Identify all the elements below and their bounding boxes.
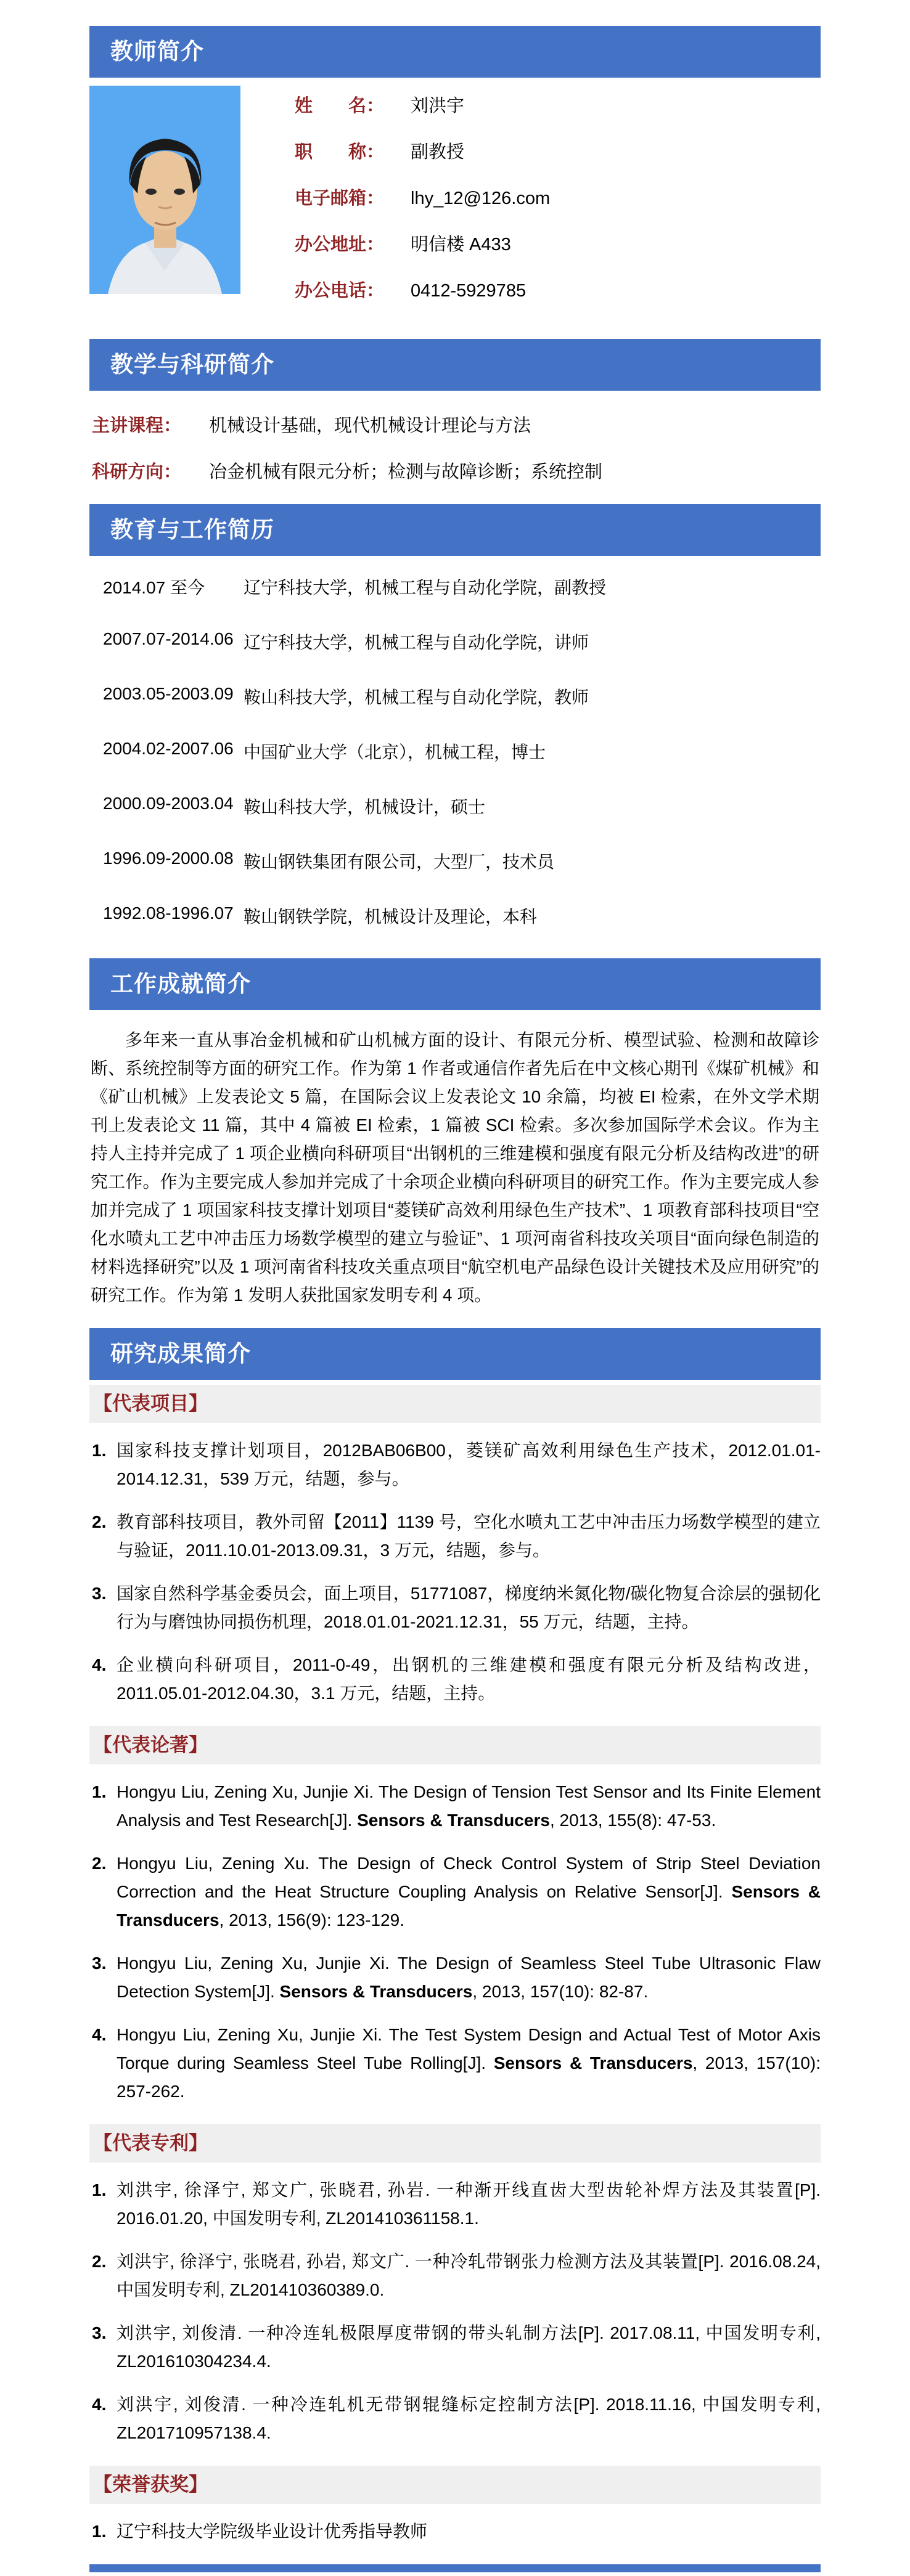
project-item-number: 4. (92, 1655, 107, 1674)
patent-item-number: 3. (92, 2323, 107, 2342)
info-row-email (295, 184, 550, 210)
patents-list (92, 2176, 821, 2447)
project-item-number: 3. (92, 1584, 107, 1603)
publication-item (92, 1778, 821, 1835)
project-item-number: 2. (92, 1512, 107, 1531)
title-label: 职 称： (295, 142, 385, 162)
profile-section (89, 86, 821, 323)
publication-item-number: 3. (92, 1954, 107, 1973)
history-row (103, 574, 821, 599)
courses-row (92, 412, 821, 437)
banner-teacher-intro (89, 26, 821, 78)
journal-name: Sensors & Transducers (279, 1982, 473, 2001)
publication-item-number: 1. (92, 1782, 107, 1801)
history-row (103, 629, 821, 654)
patent-item-number: 2. (92, 2252, 107, 2271)
project-item (92, 1437, 821, 1493)
project-item-text: 教育部科技项目，教外司留【2011】1139 号，空化水喷丸工艺中冲击压力场数学模型的建立与验证，2011.10.01-2013.09.31，3 万元，结题，参与。 (117, 1512, 821, 1560)
publication-citation: Hongyu Liu, Zening Xu, Junjie Xi. The Design of Tension Test Sensor and Its Finite Element Analysis and Test Research[J]. (117, 1782, 821, 1830)
journal-name: Sensors & Transducers (357, 1811, 550, 1830)
publication-pages: , 2013, 157(10): 257-262. (117, 2053, 821, 2101)
patent-item-text: 刘洪宇, 刘俊清. 一种冷连轧机无带钢辊缝标定控制方法[P]. 2018.11.16, 中国发明专利, ZL201710957138.4. (117, 2395, 821, 2442)
project-item-number: 1. (92, 1441, 107, 1460)
honors-list (92, 2517, 821, 2546)
history-period: 1996.09-2000.08 (103, 849, 234, 868)
history-detail: 辽宁科技大学，机械工程与自动化学院，讲师 (244, 633, 589, 652)
history-detail: 中国矿业大学（北京），机械工程，博士 (244, 743, 546, 762)
history-row (103, 684, 821, 709)
project-item (92, 1651, 821, 1708)
patent-item (92, 2391, 821, 2447)
publication-item (92, 2021, 821, 2106)
banner-research-results-label: 研究成果简介 (110, 1341, 251, 1366)
banner-education-work (89, 504, 821, 556)
info-row-office (295, 230, 550, 256)
courses-value: 机械设计基础，现代机械设计理论与方法 (209, 416, 531, 436)
history-detail: 鞍山钢铁学院，机械设计及理论，本科 (244, 907, 538, 926)
office-value: 明信楼 A433 (411, 235, 511, 255)
subheader-projects: 【代表项目】 (89, 1385, 821, 1423)
publications-list (92, 1778, 821, 2106)
history-period: 2004.02-2007.06 (103, 739, 234, 758)
history-row (103, 794, 821, 818)
patent-item-text: 刘洪宇, 刘俊清. 一种冷连轧极限厚度带钢的带头轧制方法[P]. 2017.08.11, 中国发明专利, ZL201610304234.4. (117, 2323, 821, 2371)
publication-item-number: 2. (92, 1854, 107, 1873)
banner-work-achievements-label: 工作成就简介 (110, 971, 251, 997)
history-period: 1992.08-1996.07 (103, 903, 234, 923)
history-row (103, 739, 821, 764)
project-item (92, 1579, 821, 1636)
patent-item (92, 2319, 821, 2376)
publication-item-number: 4. (92, 2025, 107, 2044)
publication-pages: , 2013, 156(9): 123-129. (219, 1910, 404, 1930)
journal-name: Sensors & Transducers (493, 2053, 693, 2073)
patent-item-text: 刘洪宇, 徐泽宁, 郑文广, 张晓君, 孙岩. 一种渐开线直齿大型齿轮补焊方法及其装置[P]. 2016.01.20, 中国发明专利, ZL201410361158.1. (117, 2180, 821, 2228)
honor-item (92, 2517, 821, 2546)
patent-item (92, 2176, 821, 2233)
honor-item-text: 辽宁科技大学院级毕业设计优秀指导教师 (117, 2522, 428, 2541)
project-item (92, 1508, 821, 1565)
name-label: 姓 名： (295, 96, 385, 116)
banner-teaching-research (89, 339, 821, 391)
publication-item-text (117, 1949, 821, 2006)
publication-item (92, 1949, 821, 2006)
history-detail: 鞍山科技大学，机械设计，硕士 (244, 797, 486, 817)
publication-item-text (117, 2021, 821, 2106)
projects-list (92, 1437, 821, 1708)
profile-page (89, 0, 821, 2576)
publication-citation: Hongyu Liu, Zening Xu, Junjie Xi. The Design of Seamless Steel Tube Ultrasonic Flaw Detection System[J]. (117, 1954, 821, 2001)
journal-name: Sensors & Transducers (117, 1882, 821, 1930)
history-list (103, 574, 821, 928)
history-detail: 鞍山钢铁集团有限公司，大型厂，技术员 (244, 852, 555, 871)
project-item-text: 企业横向科研项目，2011-0-49，出钢机的三维建模和强度有限元分析及结构改进，2011.05.01-2012.04.30，3.1 万元，结题，主持。 (117, 1655, 821, 1703)
title-value: 副教授 (411, 142, 465, 162)
research-direction-value: 冶金机械有限元分析；检测与故障诊断；系统控制 (209, 462, 603, 482)
publication-citation: Hongyu Liu, Zening Xu, Junjie Xi. The Test System Design and Actual Test of Motor Axis Torque during Seamless Steel Tube Rolling[J]. (117, 2025, 821, 2073)
subheader-publications: 【代表论著】 (89, 1726, 821, 1764)
profile-info (295, 86, 550, 323)
publication-item-text (117, 1849, 821, 1934)
phone-value: 0412-5929785 (411, 281, 527, 301)
history-period: 2003.05-2003.09 (103, 684, 234, 703)
courses-label: 主讲课程： (92, 416, 182, 436)
patent-item-text: 刘洪宇, 徐泽宁, 张晓君, 孙岩, 郑文广. 一种冷轧带钢张力检测方法及其装置[P]. 2016.08.24, 中国发明专利, ZL201410360389.0. (117, 2252, 821, 2299)
subheader-patents: 【代表专利】 (89, 2124, 821, 2162)
research-direction-label: 科研方向： (92, 462, 182, 482)
honor-item-number: 1. (92, 2522, 107, 2541)
banner-teacher-intro-label: 教师简介 (110, 39, 204, 64)
history-detail: 辽宁科技大学，机械工程与自动化学院，副教授 (244, 578, 607, 597)
patent-item (92, 2248, 821, 2304)
project-item-text: 国家自然科学基金委员会，面上项目，51771087，梯度纳米氮化物/碳化物复合涂层的强韧化行为与磨蚀协同损伤机理，2018.01.01-2021.12.31，55 万元，结题，主持。 (117, 1584, 821, 1631)
history-row (103, 849, 821, 873)
info-row-phone (295, 277, 550, 302)
profile-photo (89, 86, 240, 294)
banner-education-work-label: 教育与工作简历 (110, 517, 274, 542)
info-row-name (295, 92, 550, 117)
publication-pages: , 2013, 157(10): 82-87. (472, 1982, 649, 2001)
publication-item-text (117, 1778, 821, 1835)
publication-citation: Hongyu Liu, Zening Xu. The Design of Check Control System of Strip Steel Deviation Correction and the Heat Structure Coupling Analysis on Relative Sensor[J]. (117, 1854, 821, 1901)
history-period: 2000.09-2003.04 (103, 794, 234, 813)
research-direction-row (92, 458, 821, 483)
footer-bar (89, 2564, 821, 2572)
patent-item-number: 1. (92, 2180, 107, 2199)
banner-teaching-research-label: 教学与科研简介 (110, 352, 274, 377)
history-period: 2014.07 至今 (103, 578, 205, 597)
history-detail: 鞍山科技大学，机械工程与自动化学院，教师 (244, 688, 589, 707)
banner-research-results (89, 1328, 821, 1380)
patent-item-number: 4. (92, 2395, 107, 2414)
office-label: 办公地址： (295, 235, 385, 255)
info-row-title (295, 138, 550, 163)
history-row (103, 903, 821, 928)
publication-pages: , 2013, 155(8): 47-53. (549, 1811, 716, 1830)
history-period: 2007.07-2014.06 (103, 629, 234, 648)
subheader-honors: 【荣誉获奖】 (89, 2466, 821, 2504)
project-item-text: 国家科技支撑计划项目，2012BAB06B00，菱镁矿高效利用绿色生产技术，2012.01.01-2014.12.31，539 万元，结题，参与。 (117, 1441, 821, 1488)
banner-work-achievements (89, 958, 821, 1010)
phone-label: 办公电话： (295, 281, 385, 301)
name-value: 刘洪宇 (411, 96, 465, 116)
email-value: lhy_12@126.com (411, 189, 551, 208)
achievements-paragraph: 多年来一直从事冶金机械和矿山机械方面的设计、有限元分析、模型试验、检测和故障诊断、系统控制等方面的研究工作。作为第 1 作者或通信作者先后在中文核心期刊《煤矿机械》和《矿山机械》上发表论文 5 篇，在国际会议上发表论文 10 余篇，均被 EI 检索，在外文学术期刊上发表论文 11 篇，其中 4 篇被 EI 检索，1 篇被 SCI 检索。多次参加国际学术会议。作为主持人主持并完成了 1 项企业横向科研项目“出钢机的三维建模和强度有限元分析及结构改进”的研究工作。作为主要完成人参加并完成了十余项企业横向科研项目的研究工作。作为主要完成人参加并完成了 1 项国家科技支撑计划项目“菱镁矿高效利用绿色生产技术”、1 项教育部科技项目“空化水喷丸工艺中冲击压力场数学模型的建立与验证”、1 项河南省科技攻关项目“面向绿色制造的材料选择研究”以及 1 项河南省科技攻关重点项目“航空机电产品绿色设计关键技术及应用研究”的研究工作。作为第 1 发明人获批国家发明专利 4 项。 (91, 1030, 819, 1305)
email-label: 电子邮箱： (295, 189, 385, 208)
publication-item (92, 1849, 821, 1934)
